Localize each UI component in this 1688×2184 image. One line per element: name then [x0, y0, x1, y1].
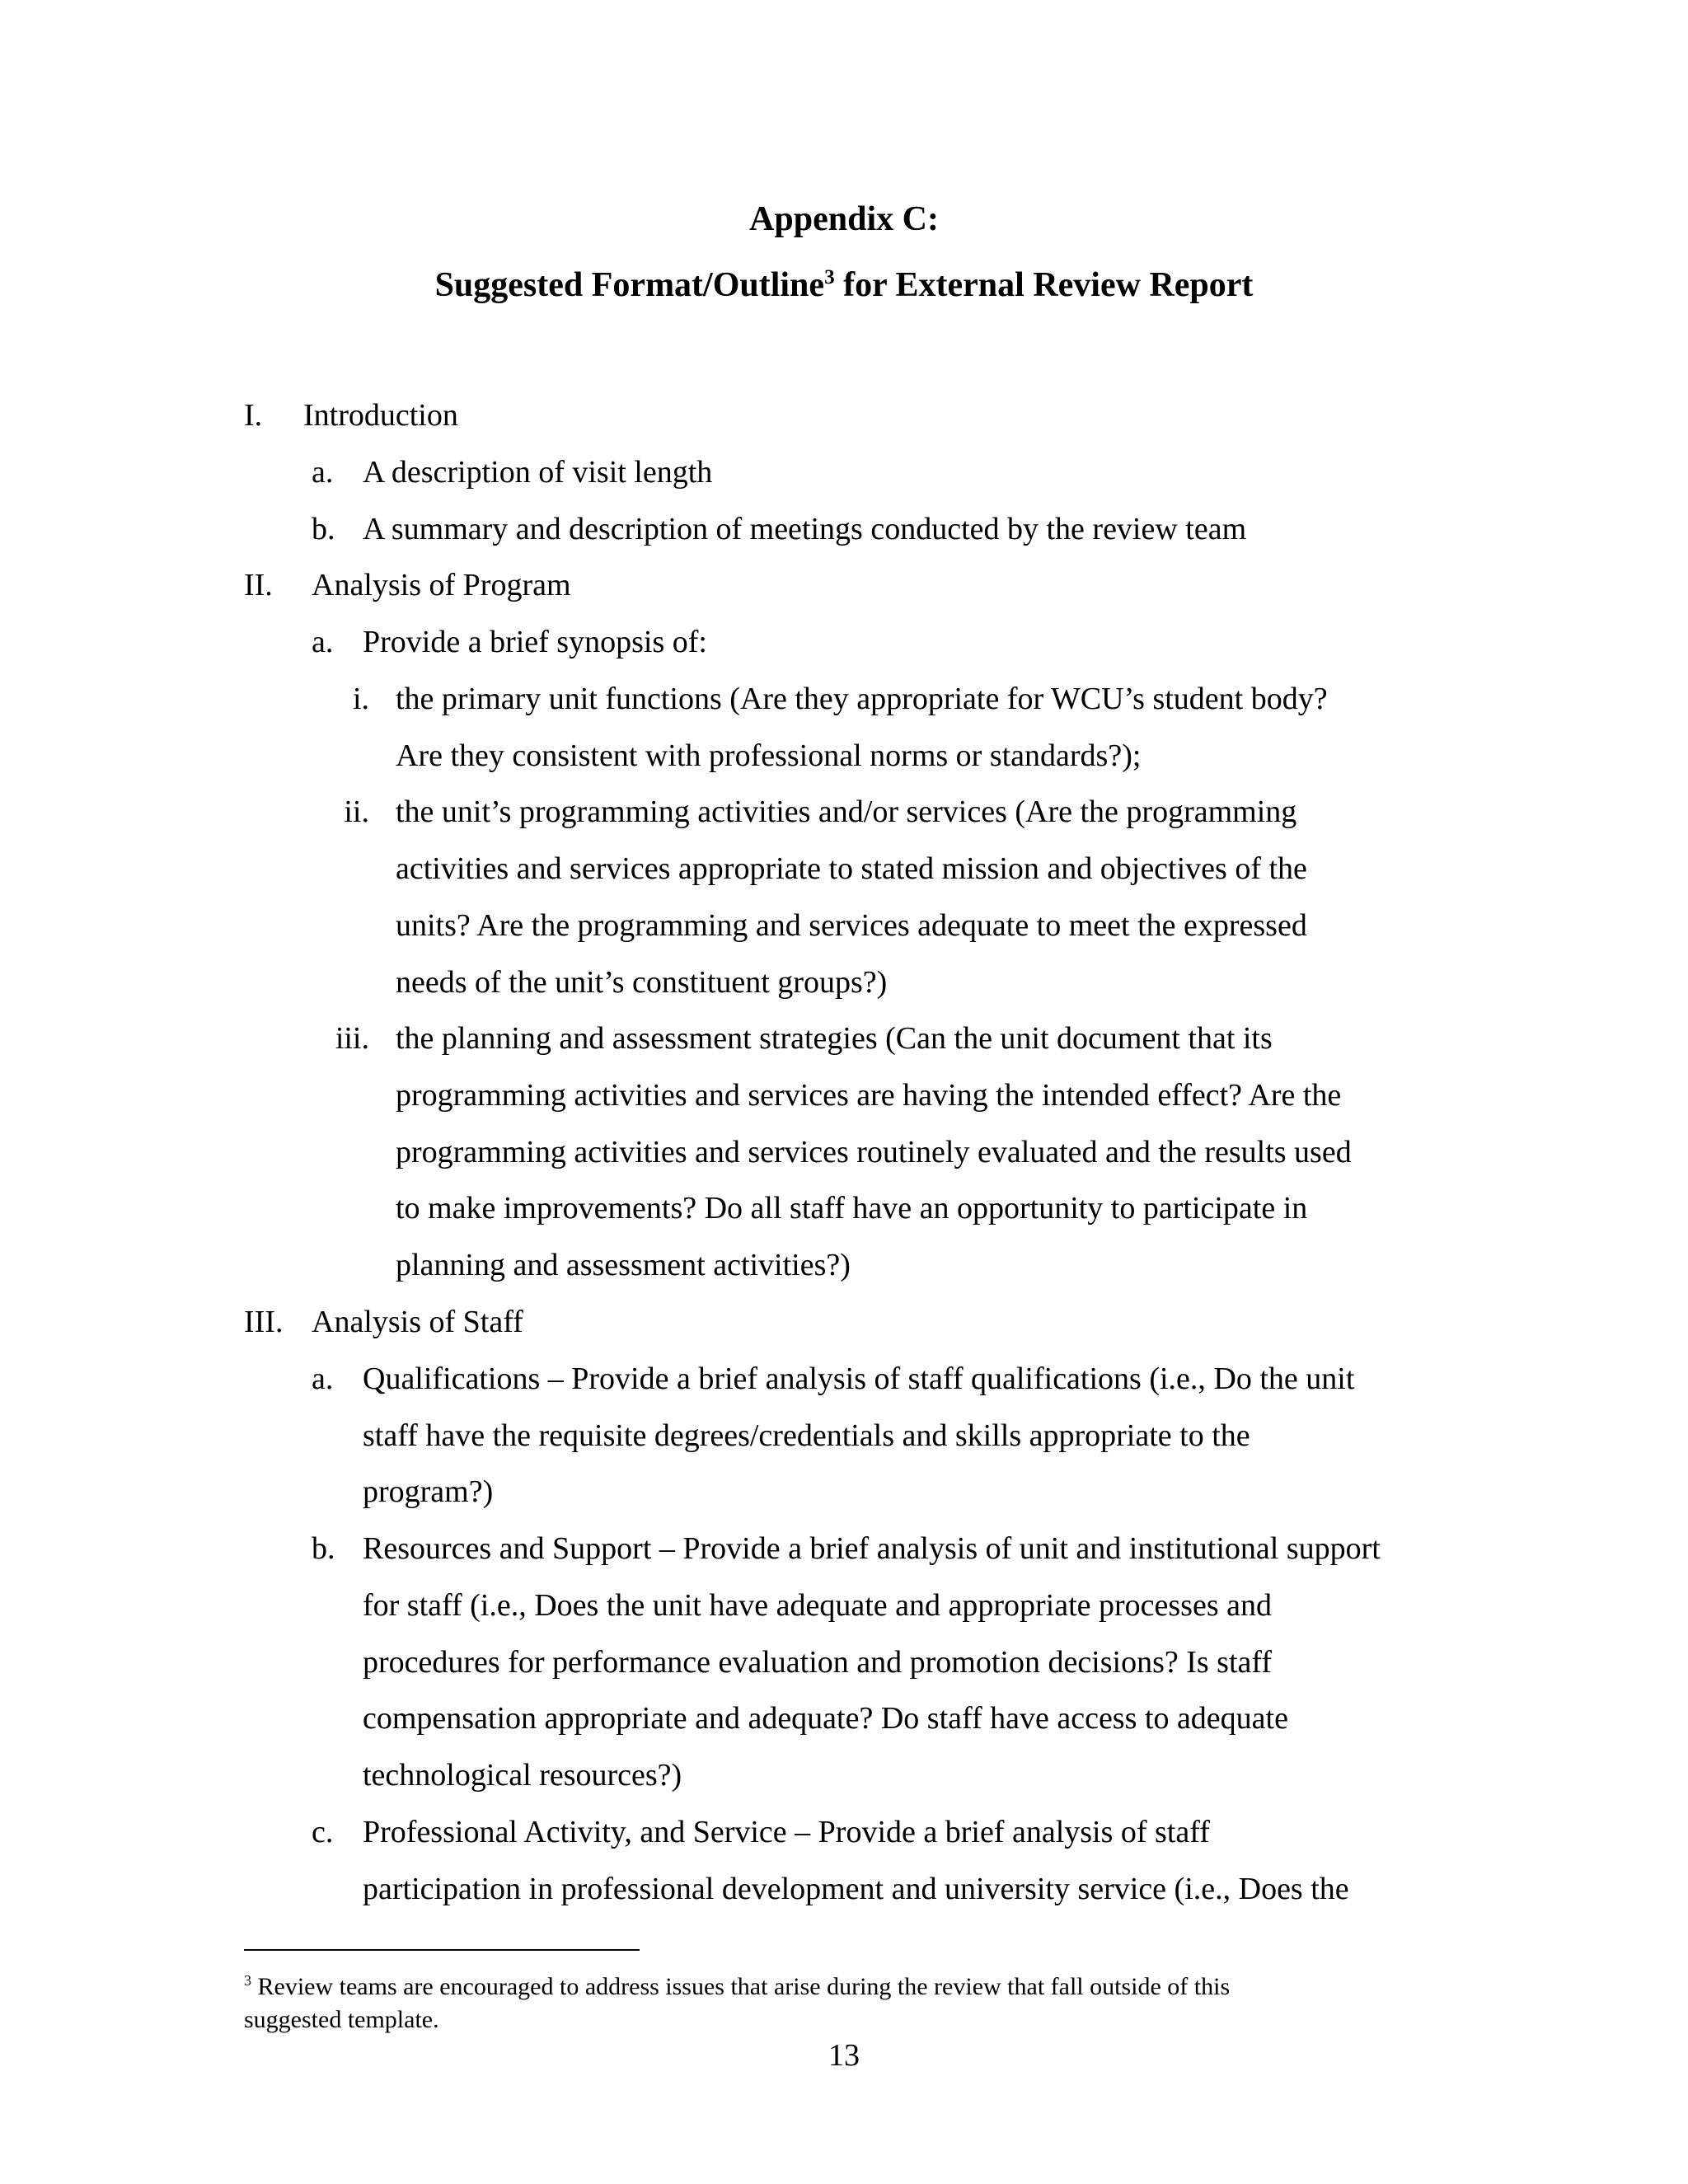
item-text: A description of visit length — [363, 455, 713, 490]
subitem-numeral: iii. — [335, 1021, 369, 1056]
item-letter: a. — [312, 455, 334, 490]
item-letter: a. — [312, 625, 334, 659]
item-line: technological resources?) — [363, 1758, 682, 1793]
subitem-line: to make improvements? Do all staff have an opportunity to participate in — [396, 1191, 1308, 1226]
subitem-numeral: i. — [352, 682, 369, 716]
item-line: Qualifications – Provide a brief analysis of staff qualifications (i.e., Do the unit — [363, 1361, 1355, 1396]
section-title: Analysis of Staff — [312, 1305, 523, 1339]
footnote-marker: 3 — [244, 1972, 251, 1989]
subtitle-text-before: Suggested Format/Outline — [434, 266, 825, 304]
subitem-line: needs of the unit’s constituent groups?) — [396, 965, 888, 1000]
item-line: program?) — [363, 1474, 494, 1509]
subitem-line: the unit’s programming activities and/or services (Are the programming — [396, 794, 1297, 829]
item-line: procedures for performance evaluation and promotion decisions? Is staff — [363, 1645, 1273, 1680]
item-line: Resources and Support – Provide a brief analysis of unit and institutional support — [363, 1531, 1381, 1566]
section-numeral: II. — [244, 568, 273, 602]
subitem-numeral: ii. — [344, 794, 369, 829]
appendix-title: Appendix C: — [749, 200, 939, 238]
item-letter: b. — [312, 1531, 335, 1566]
item-text: A summary and description of meetings conducted by the review team — [363, 512, 1247, 546]
section-title: Analysis of Program — [312, 568, 571, 602]
subitem-line: activities and services appropriate to stated mission and objectives of the — [396, 851, 1307, 886]
subitem-line: the primary unit functions (Are they appropriate for WCU’s student body? — [396, 682, 1328, 716]
item-letter: a. — [312, 1361, 334, 1396]
item-line: for staff (i.e., Does the unit have adequate and appropriate processes and — [363, 1588, 1272, 1623]
subitem-line: planning and assessment activities?) — [396, 1248, 851, 1282]
item-letter: b. — [312, 512, 335, 546]
subitem-line: programming activities and services are having the intended effect? Are the — [396, 1078, 1342, 1113]
item-line: Professional Activity, and Service – Provide a brief analysis of staff — [363, 1815, 1210, 1849]
subitem-line: programming activities and services routinely evaluated and the results used — [396, 1135, 1352, 1169]
item-letter: c. — [312, 1815, 334, 1849]
subitem-line: the planning and assessment strategies (Can the unit document that its — [396, 1021, 1273, 1056]
section-title: Introduction — [303, 398, 458, 433]
section-numeral: I. — [244, 398, 263, 433]
footnote-ref: 3 — [824, 266, 835, 288]
footnote-text: Review teams are encouraged to address issues that arise during the review that fall outside of this — [251, 1973, 1231, 2000]
subtitle-text-after: for External Review Report — [834, 266, 1254, 304]
item-text: Provide a brief synopsis of: — [363, 625, 707, 659]
page-number: 13 — [828, 2038, 860, 2073]
item-line: participation in professional development and university service (i.e., Does the — [363, 1872, 1349, 1906]
footnote-separator — [244, 1949, 640, 1951]
appendix-subtitle — [0, 264, 1688, 307]
footnote-line: suggested template. — [244, 2006, 439, 2033]
item-line: compensation appropriate and adequate? Do staff have access to adequate — [363, 1701, 1288, 1736]
footnote-line — [244, 1971, 1230, 2003]
subitem-line: units? Are the programming and services adequate to meet the expressed — [396, 908, 1307, 943]
section-numeral: III. — [244, 1305, 284, 1339]
item-line: staff have the requisite degrees/credentials and skills appropriate to the — [363, 1418, 1250, 1453]
subitem-line: Are they consistent with professional norms or standards?); — [396, 738, 1142, 773]
